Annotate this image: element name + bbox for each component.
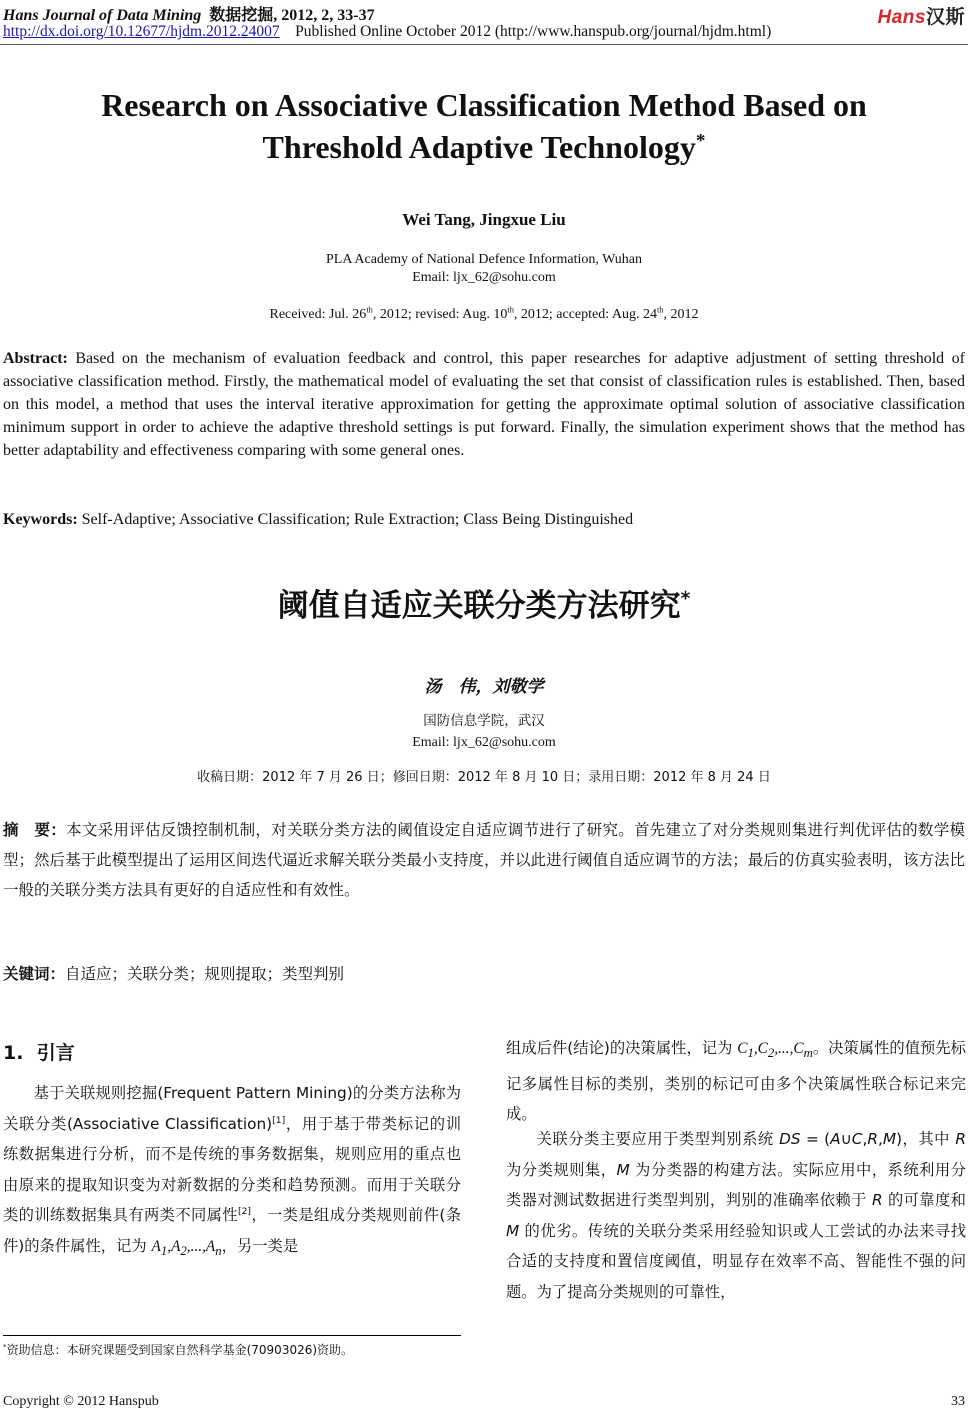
- paper-title-cn: 阈值自适应关联分类方法研究*: [277, 588, 691, 624]
- intro-column-right-p2: 关联分类主要应用于类型判别系统 DS = (A∪C,R,M)，其中 R 为分类规则集，M 为分类器的构建方法。实际应用中，系统利用分类器对测试数据进行类型判别，判别的准确率依赖于 R 的可靠度和 M 的优劣。传统的关联分类采用经验知识或人工尝试的办法来寻找合适的支持度和置信度阈值，明显存在效率不高、智能性不强的问题。为了提高分类规则的可靠性，: [506, 1130, 966, 1301]
- email-en: Email: ljx_62@sohu.com: [412, 270, 556, 285]
- hans-logo: [878, 2, 965, 29]
- affiliation-cn: 国防信息学院，武汉: [423, 713, 545, 729]
- section-heading-introduction: 1. 引言: [3, 1042, 75, 1064]
- intro-column-right-p1: 组成后件(结论)的决策属性，记为 $C_1,C_2,...,C_m$。决策属性的值预先标记多属性目标的类别，类别的标记可由多个决策属性联合标记来完成。: [506, 1039, 966, 1124]
- journal-header: [3, 2, 375, 25]
- email-cn: Email: ljx_62@sohu.com: [412, 735, 556, 750]
- published-online: Published Online October 2012 (http://www.hanspub.org/journal/hjdm.html): [295, 23, 772, 40]
- dates-cn: 收稿日期：2012 年 7 月 26 日；修回日期：2012 年 8 月 10 日；录用日期：2012 年 8 月 24 日: [197, 770, 771, 785]
- title-en-line1: Research on Associative Classification Method Based on: [101, 87, 867, 123]
- decision-attributes-formula: $C_1,C_2,...,C_m$: [737, 1040, 813, 1061]
- abstract-cn-text: 本文采用评估反馈控制机制，对关联分类方法的阈值设定自适应调节进行了研究。首先建立了对分类规则集进行判优评估的数学模型；然后基于此模型提出了运用区间迭代逼近求解关联分类最小支持度，并以此进行阈值自适应调节的方法；最后的仿真实验表明，该方法比一般的关联分类方法具有更好的自适应性和有效性。: [3, 821, 965, 899]
- page-number: 33: [951, 1394, 965, 1409]
- keywords-cn: [3, 962, 344, 984]
- keywords-cn-text: 自适应；关联分类；规则提取；类型判别: [65, 965, 345, 983]
- keywords-en-label: Keywords:: [3, 511, 78, 528]
- footnote-divider: [3, 1335, 461, 1336]
- abstract-cn-label: 摘 要：: [3, 821, 67, 839]
- logo-cn: 汉斯: [925, 7, 965, 28]
- dates-en: Received: Jul. 26th, 2012; revised: Aug. 10th, 2012; accepted: Aug. 24th, 2012: [269, 305, 699, 322]
- title-en-line2: Threshold Adaptive Technology: [262, 129, 696, 165]
- citation-1[interactable]: [1]: [272, 1114, 286, 1126]
- keywords-en-text: Self-Adaptive; Associative Classification; Rule Extraction; Class Being Distinguished: [77, 511, 634, 528]
- abstract-en-label: Abstract:: [3, 350, 68, 367]
- keywords-en: [3, 508, 965, 531]
- paper-title-en: [0, 84, 968, 168]
- authors-en: Wei Tang, Jingxue Liu: [402, 210, 566, 229]
- abstract-en: [3, 347, 965, 462]
- condition-attributes-formula: $A_1,A_2,...,A_n$: [151, 1237, 222, 1259]
- intro-column-left: 基于关联规则挖掘(Frequent Pattern Mining)的分类方法称为关联分类(Associative Classification)[1]，用于基于带类标记的训练数据集进行分析，而不是传统的事务数据集，规则应用的重点也由原来的提取知识变为对新数据的分类和趋势预测。而用于关联分类的训练数据集具有两类不同属性[2]，一类是组成分类规则前件(条件)的条件属性，记为 $A_1,A_2,...,A_n$，另一类是: [3, 1084, 461, 1259]
- authors-cn: 汤 伟，刘敬学: [424, 677, 544, 697]
- title-cn-footnote-mark: *: [680, 588, 691, 610]
- citation-2[interactable]: [2]: [238, 1206, 251, 1218]
- header-divider: [0, 44, 968, 45]
- funding-footnote: *资助信息：本研究课题受到国家自然科学基金(70903026)资助。: [3, 1342, 354, 1357]
- affiliation-en: PLA Academy of National Defence Information, Wuhan: [325, 252, 643, 267]
- title-en-footnote-mark: *: [695, 130, 706, 152]
- journal-volume: 数据挖掘, 2012, 2, 33-37: [209, 7, 375, 24]
- copyright-footer: Copyright © 2012 Hanspub: [3, 1394, 159, 1409]
- abstract-cn: [3, 815, 965, 905]
- doi-line: [3, 23, 771, 41]
- keywords-cn-label: 关键词：: [3, 965, 66, 983]
- doi-link[interactable]: http://dx.doi.org/10.12677/hjdm.2012.24007: [3, 23, 280, 40]
- logo-latin: Hans: [877, 7, 926, 28]
- abstract-en-text: Based on the mechanism of evaluation feedback and control, this paper researches for adaptive adjustment of setting threshold of associative classification method. Firstly, the mathematical model of evaluating the set that consist of classification rules is established. Then, based on this model, a method that uses the interval iterative approximation for getting the approximate optimal solution of associative classification minimum support in order to achieve the adaptive threshold settings is put forward. Finally, the simulation experiment shows that the method has better adaptability and effectiveness comparing with some general ones.: [3, 350, 965, 459]
- journal-name: Hans Journal of Data Mining: [3, 7, 202, 24]
